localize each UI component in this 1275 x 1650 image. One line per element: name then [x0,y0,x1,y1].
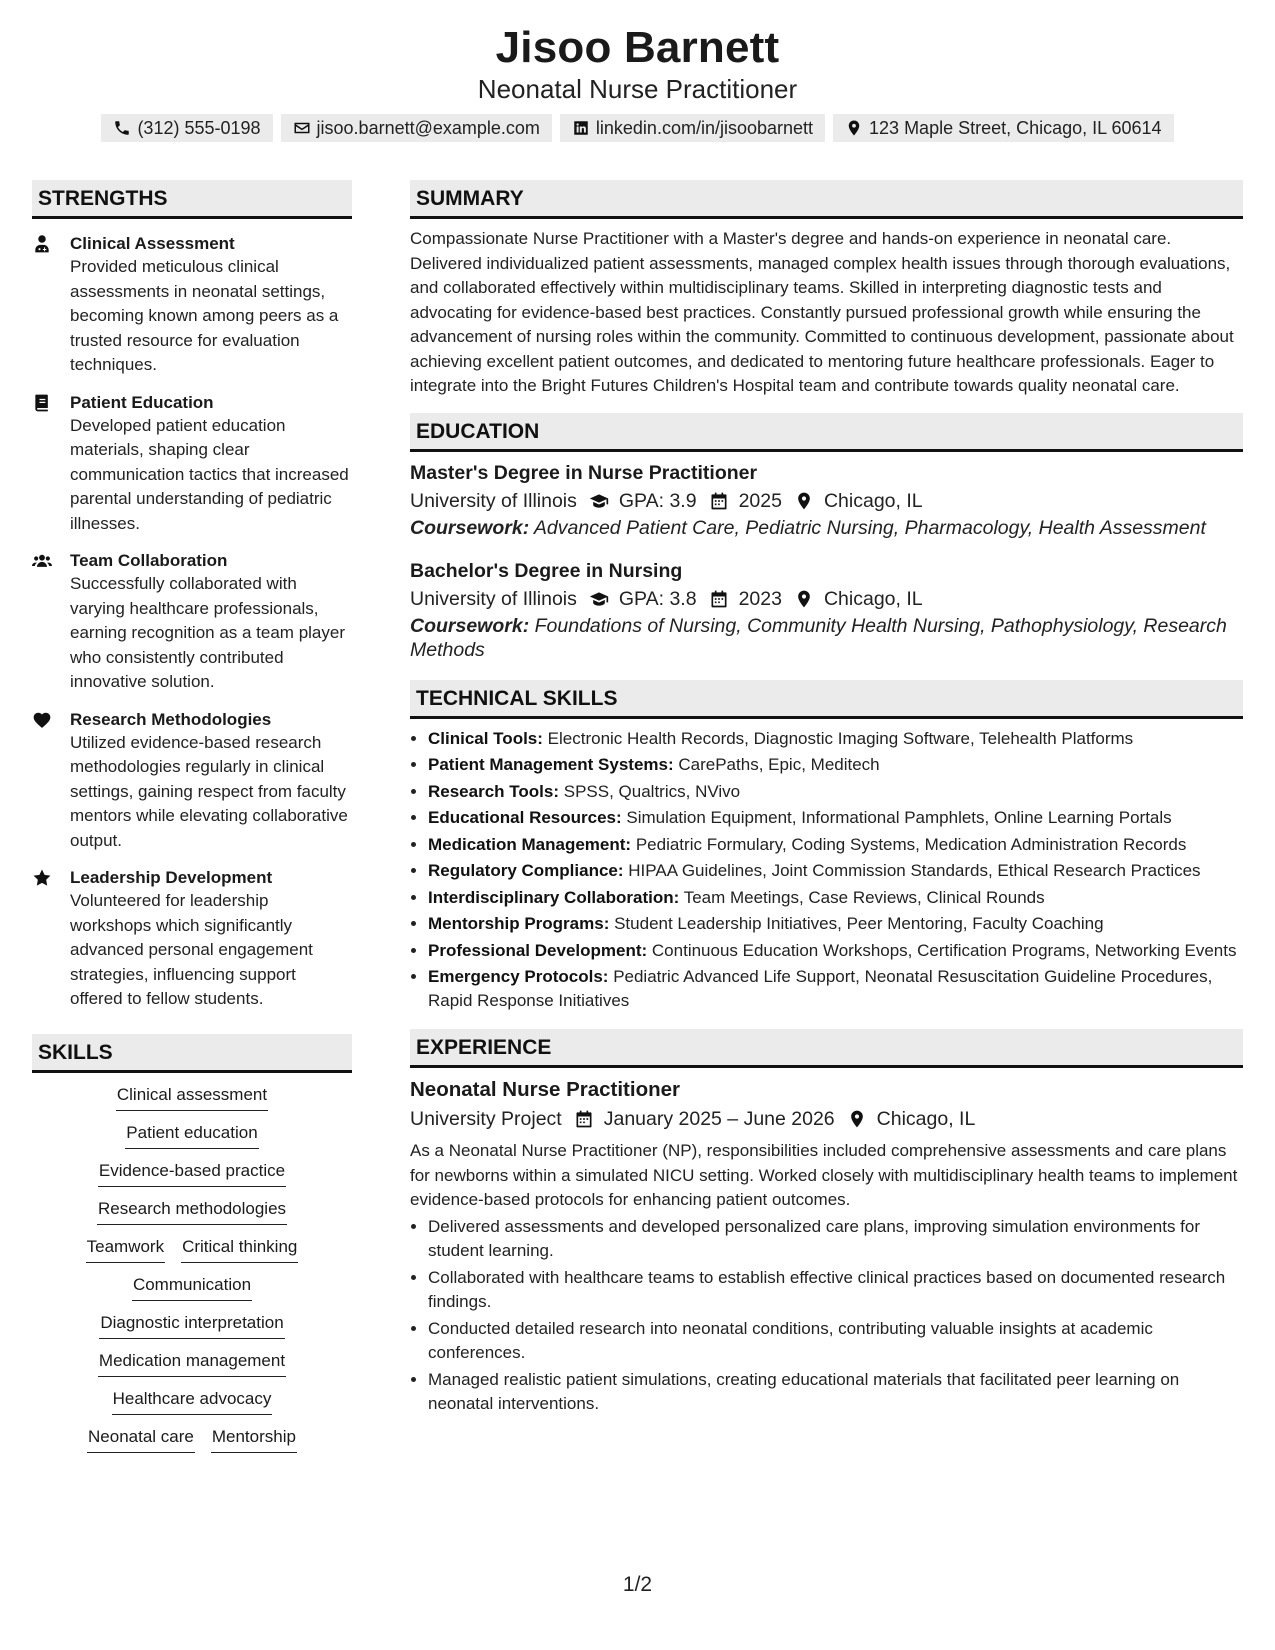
users-icon [32,551,52,571]
coursework [410,614,1243,662]
skill-tag: Patient education [125,1121,258,1149]
tech-skill-value: SPSS, Qualtrics, NVivo [563,781,741,801]
page-number: 1/2 [622,1573,653,1596]
contact-phone[interactable] [101,114,272,142]
candidate-title: Neonatal Nurse Practitioner [477,74,798,104]
strength-item [32,708,352,854]
coursework-label: Coursework: [410,614,530,637]
skill-tag: Neonatal care [87,1425,195,1453]
list-item [428,886,1243,910]
job-bullets [410,1215,1243,1417]
education-item [410,460,1243,540]
skill-tag: Research methodologies [97,1197,287,1225]
left-column [32,180,352,1453]
skill-tag: Mentorship [211,1425,297,1453]
strength-desc: Utilized evidence-based research methodologies regularly in clinical settings, gaining respect from faculty mentors while elevating collaborative output. [70,732,348,850]
strength-title: Patient Education [70,392,214,412]
list-item: • Collaborated with healthcare teams to establish effective clinical practices based on documented research findings. [428,1266,1243,1315]
job-dates: January 2025 – June 2026 [603,1108,835,1130]
tech-skill-value: Student Leadership Initiatives, Peer Mentoring, Faculty Coaching [614,914,1104,933]
calendar-icon [574,1109,594,1129]
technical-skills-list [410,727,1243,1014]
skill-tag: Medication management [98,1349,286,1377]
degree-name: Bachelor's Degree in Nursing [410,559,683,582]
resume-header [0,0,1275,142]
skills-list [32,1083,352,1453]
strength-item [32,391,352,537]
calendar-icon [709,589,729,609]
skill-tag: Critical thinking [181,1235,298,1263]
strength-item [32,549,352,695]
strength-title: Research Methodologies [70,709,272,729]
location-pin-icon [794,491,814,511]
list-item [428,727,1243,751]
list-item [428,939,1243,963]
skill-tag: Teamwork [86,1235,165,1263]
tech-skill-label: Regulatory Compliance: [428,861,624,880]
tech-skill-label: Emergency Protocols: [428,967,609,986]
coursework-label: Coursework: [410,516,530,539]
coursework-list: Foundations of Nursing, Community Health Nursing, Pathophysiology, Research Methods [410,614,1227,661]
tech-skill-label: Interdisciplinary Collaboration: [428,887,680,907]
skill-tag: Evidence-based practice [98,1159,286,1187]
skill-tag: Communication [132,1273,252,1301]
graduation-cap-icon [589,589,609,609]
school-location: Chicago, IL [823,489,923,512]
user-doctor-icon [32,234,52,254]
list-item [428,780,1243,804]
job-meta [410,1104,1243,1134]
location-pin-icon [794,589,814,609]
education-heading: EDUCATION [410,413,1243,452]
resume-body [32,180,1243,1453]
right-column [410,180,1243,1453]
tech-skill-label: Clinical Tools: [428,728,543,748]
contact-row [0,114,1275,142]
phone-text: (312) 555-0198 [137,118,261,138]
list-item: • Delivered assessments and developed personalized care plans, improving simulation environments for student learning. [428,1215,1243,1264]
strength-desc: Successfully collaborated with varying healthcare professionals, earning recognition as a team player who consistently contributed innovative solution. [70,574,345,691]
education-list [410,460,1243,662]
job-org: University Project [410,1108,562,1130]
gpa: GPA: 3.9 [618,489,697,512]
tech-skill-label: Patient Management Systems: [428,755,674,774]
strengths-list [32,232,352,1012]
tech-skill-value: Pediatric Formulary, Coding Systems, Medication Administration Records [635,834,1187,854]
list-item: • Managed realistic patient simulations, creating educational materials that facilitated peer learning on neonatal interventions. [428,1368,1243,1417]
address-text: 123 Maple Street, Chicago, IL 60614 [869,118,1162,138]
heart-icon [32,710,52,730]
list-item [428,833,1243,857]
strength-desc: Provided meticulous clinical assessments in neonatal settings, becoming known among peers as a trusted resource for evaluation techniques. [70,257,339,374]
list-item [428,806,1243,830]
education-item [410,558,1243,662]
school-location: Chicago, IL [823,587,923,610]
coursework-list: Advanced Patient Care, Pediatric Nursing, Pharmacology, Health Assessment [533,516,1206,539]
tech-skill-value: Simulation Equipment, Informational Pamphlets, Online Learning Portals [626,808,1172,827]
strength-title: Team Collaboration [70,551,228,570]
strengths-heading: STRENGTHS [32,180,352,219]
school-name: University of Illinois [410,587,577,610]
skill-tag: Healthcare advocacy [112,1387,273,1415]
education-meta [410,486,1243,516]
coursework [410,516,1243,540]
strength-desc: Developed patient education materials, shaping clear communication tactics that increased parental understanding of pediatric illnesses. [70,415,349,533]
contact-address [833,114,1174,142]
strength-title: Leadership Development [70,868,273,887]
tech-skill-value: Continuous Education Workshops, Certification Programs, Networking Events [651,940,1237,960]
location-pin-icon [847,1109,867,1129]
linkedin-icon [572,119,590,137]
graduation-year: 2025 [738,489,782,512]
linkedin-text: linkedin.com/in/jisoobarnett [595,118,814,138]
experience-heading: EXPERIENCE [410,1029,1243,1068]
calendar-icon [709,491,729,511]
tech-skill-value: Pediatric Advanced Life Support, Neonatal Resuscitation Guideline Procedures, Rapid Response Initiatives [428,967,1213,1010]
list-item [428,912,1243,936]
experience-item [410,1076,1243,1417]
list-item [428,859,1243,883]
skills-heading: SKILLS [32,1034,352,1073]
tech-skill-value: Team Meetings, Case Reviews, Clinical Rounds [683,887,1045,907]
summary-text: Compassionate Nurse Practitioner with a Master's degree and hands-on experience in neonatal care. Delivered individualized patient assessments, managed complex health issues through thorough evaluations, and collaborated effectively within multidisciplinary teams. Skilled in interpreting diagnostic tests and advocating for evidence-based best practices. Constantly pursued professional growth while ensuring the advancement of nursing roles within the community. Committed to continuous development, passionate about achieving excellent patient outcomes, and dedicated to mentoring future healthcare professionals. Eager to integrate into the Bright Futures Children's Hospital team and contribute towards quality neonatal care. [410,229,1234,395]
summary-heading: SUMMARY [410,180,1243,219]
job-title: Neonatal Nurse Practitioner [410,1078,680,1101]
graduation-year: 2023 [738,587,782,610]
email-text: jisoo.barnett@example.com [316,118,540,138]
school-name: University of Illinois [410,489,577,512]
tech-skill-label: Professional Development: [428,940,648,960]
contact-email[interactable] [281,114,552,142]
job-location: Chicago, IL [876,1108,976,1130]
strength-desc: Volunteered for leadership workshops which significantly advanced personal engagement strategies, influencing support offered to fellow students. [70,891,313,1008]
tech-skill-label: Medication Management: [428,834,632,854]
tech-skill-label: Educational Resources: [428,808,622,827]
location-pin-icon [845,119,863,137]
job-description: As a Neonatal Nurse Practitioner (NP), responsibilities included comprehensive assessments and care plans for newborns within a simulated NICU setting. Worked closely with multidisciplinary health teams to implement evidence-based protocols for enhancing patient outcomes. [410,1141,1238,1209]
tech-skill-label: Mentorship Programs: [428,914,610,933]
tech-skill-value: HIPAA Guidelines, Joint Commission Standards, Ethical Research Practices [628,861,1201,880]
degree-name: Master's Degree in Nurse Practitioner [410,461,758,484]
candidate-name: Jisoo Barnett [495,23,780,72]
tech-skill-value: Electronic Health Records, Diagnostic Imaging Software, Telehealth Platforms [547,728,1134,748]
tech-skill-value: CarePaths, Epic, Meditech [678,755,880,774]
tech-skill-label: Research Tools: [428,781,560,801]
star-icon [32,868,52,888]
skill-tag: Diagnostic interpretation [99,1311,284,1339]
gpa: GPA: 3.8 [618,587,697,610]
list-item: • Conducted detailed research into neonatal conditions, contributing valuable insights at academic conferences. [428,1317,1243,1366]
book-icon [32,393,52,413]
education-meta [410,584,1243,614]
skill-tag: Clinical assessment [116,1083,268,1111]
list-item [428,965,1243,1013]
technical-skills-heading: TECHNICAL SKILLS [410,680,1243,719]
strength-title: Clinical Assessment [70,234,235,253]
strength-item [32,866,352,1012]
graduation-cap-icon [589,491,609,511]
strength-item [32,232,352,378]
list-item [428,753,1243,777]
phone-icon [113,119,131,137]
envelope-icon [293,119,311,137]
contact-linkedin[interactable] [560,114,825,142]
